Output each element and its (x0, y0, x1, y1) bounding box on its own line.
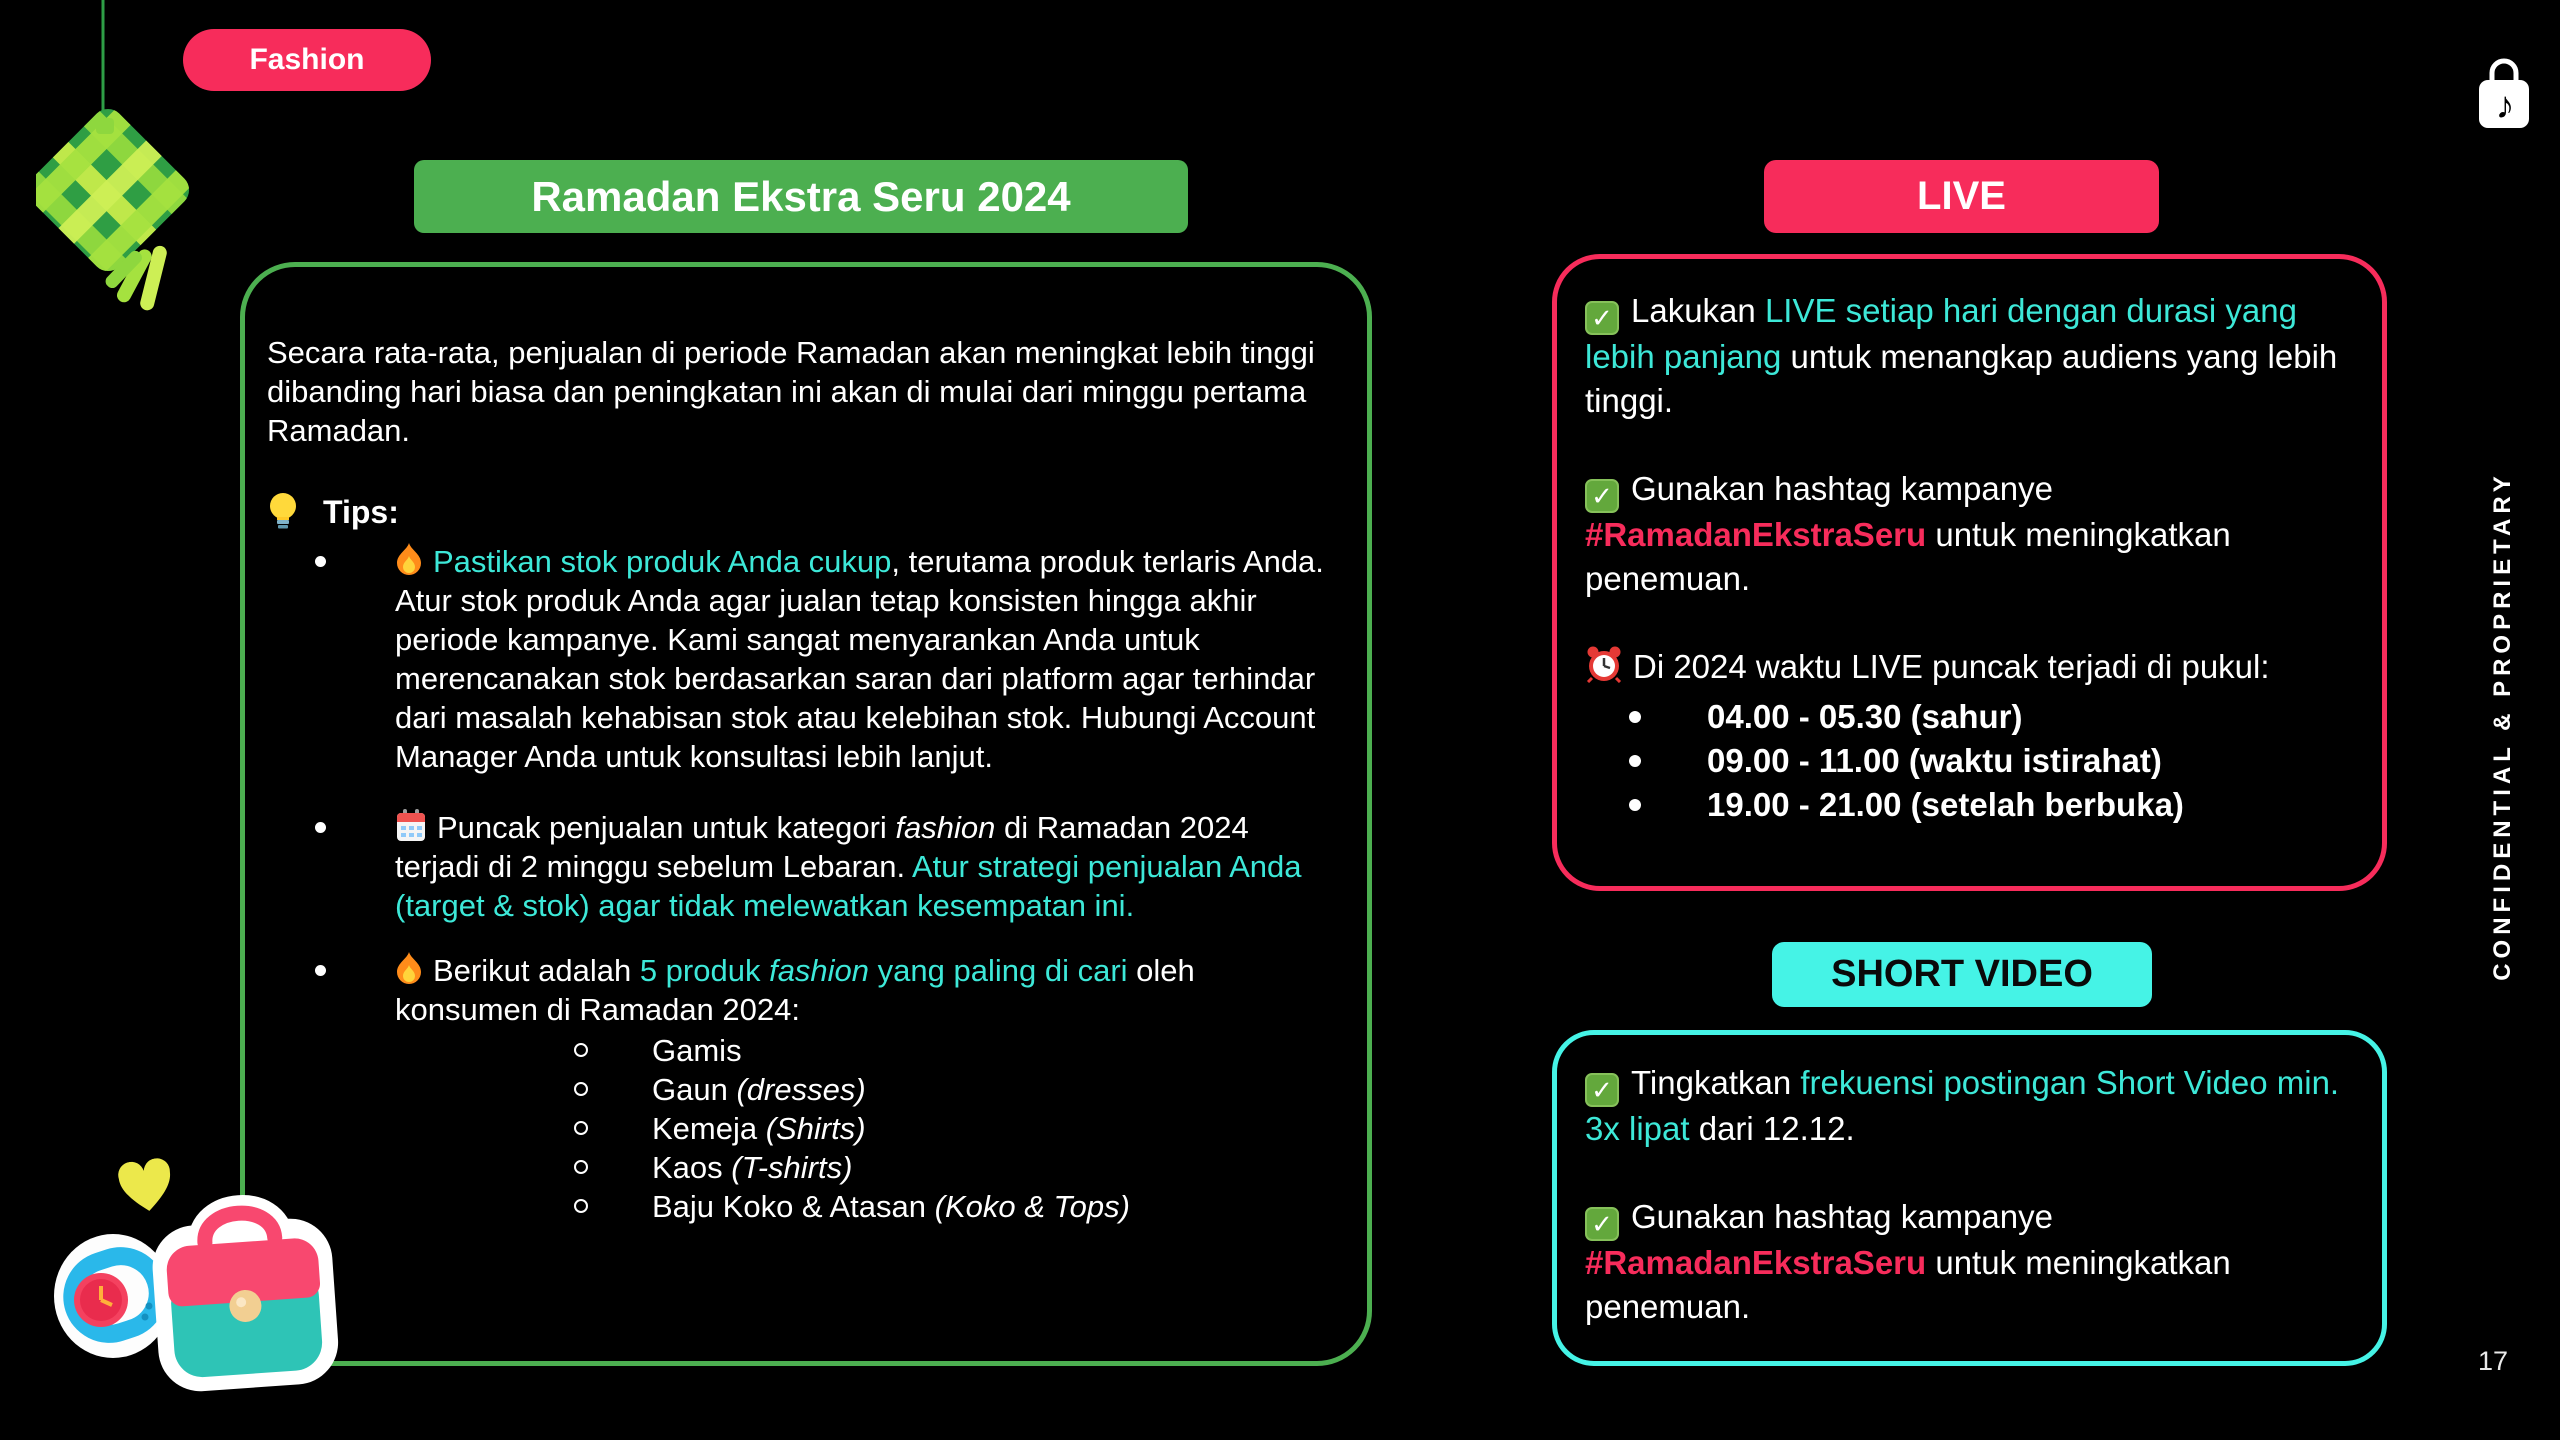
product-alt: (dresses) (736, 1072, 866, 1107)
tip-item-peak (267, 808, 1329, 925)
live-p2-text-2: untuk meningkatkan penemuan. (1585, 516, 2231, 597)
tip-stock-text: , terutama produk terlaris Anda. Atur stok produk Anda agar jualan tetap konsisten hingga akhir periode kampanye. Kami sangat menyarankan Anda untuk merencanakan stok berdasarkan saran dari platform agar terhindar dari masalah kehabisan stok atau kelebihan stok. Hubungi Account Manager Anda untuk konsultasi lebih lanjut. (395, 544, 1324, 774)
sv-p1-text-1: Tingkatkan (1631, 1064, 1801, 1101)
short-video-point-1 (1585, 1061, 2342, 1151)
live-point-3 (1585, 645, 2342, 689)
short-video-section-banner (1772, 942, 2152, 1007)
live-section-title: LIVE (1917, 174, 2006, 218)
check-icon: ✓ (1585, 1207, 1619, 1241)
live-p1-text-1: Lakukan (1631, 292, 1765, 329)
flame-icon (395, 952, 423, 986)
confidential-watermark: CONFIDENTIAL & PROPRIETARY (2489, 471, 2516, 981)
product-item (524, 1031, 1329, 1070)
tip-stock-highlight: Pastikan stok produk Anda cukup (433, 544, 892, 579)
live-p1-text-2: untuk menangkap audiens yang lebih tinggi. (1585, 338, 2338, 419)
product-name: Kaos (652, 1150, 732, 1185)
left-panel-title-banner (414, 160, 1188, 233)
live-section-banner (1764, 160, 2159, 233)
check-icon: ✓ (1585, 301, 1619, 335)
live-p3-label: Di 2024 waktu LIVE puncak terjadi di pukul: (1633, 648, 2270, 685)
ketupat-decoration (36, 0, 206, 335)
tip-peak-highlight: Atur strategi penjualan Anda (target & stok) agar tidak melewatkan kesempatan ini. (395, 849, 1302, 923)
check-icon: ✓ (1585, 1073, 1619, 1107)
live-peak-times-list (1585, 695, 2342, 827)
product-alt: (T-shirts) (731, 1150, 853, 1185)
lightbulb-icon (267, 492, 299, 532)
tiktok-shop-bag-icon (2474, 58, 2534, 132)
left-panel-title: Ramadan Ekstra Seru 2024 (531, 172, 1071, 220)
category-badge-label: Fashion (249, 43, 365, 76)
tips-heading (267, 492, 1329, 532)
handbag-sticker (141, 1172, 348, 1400)
alarm-clock-icon (1585, 645, 1623, 683)
live-point-1 (1585, 289, 2342, 423)
tip-products-fashion-italic: fashion (769, 953, 870, 988)
check-icon: ✓ (1585, 479, 1619, 513)
live-p2-text-1: Gunakan hashtag kampanye (1631, 470, 2053, 507)
product-item (524, 1187, 1329, 1226)
tip-peak-text-2: di Ramadan 2024 terjadi di 2 minggu sebelum Lebaran. (395, 810, 1249, 884)
tip-products-highlight-1: 5 produk (639, 953, 770, 988)
product-alt: (Shirts) (765, 1111, 866, 1146)
calendar-icon (395, 809, 427, 843)
flame-icon (395, 543, 423, 577)
peak-time-item: 09.00 - 11.00 (waktu istirahat) (1585, 739, 2342, 783)
product-item (524, 1148, 1329, 1187)
sv-p1-highlight: frekuensi postingan Short Video min. 3x lipat (1585, 1064, 2340, 1147)
short-video-section-title: SHORT VIDEO (1831, 953, 2093, 995)
product-name: Gamis (652, 1033, 742, 1068)
live-panel-box (1552, 254, 2387, 891)
sv-p1-text-2: dari 12.12. (1689, 1110, 1855, 1147)
short-video-point-2 (1585, 1195, 2342, 1329)
tip-products-text-1: Berikut adalah (433, 953, 640, 988)
tip-item-stock (267, 542, 1329, 776)
product-item (524, 1070, 1329, 1109)
campaign-hashtag: #RamadanEkstraSeru (1585, 1244, 1927, 1281)
product-name: Baju Koko & Atasan (652, 1189, 935, 1224)
campaign-hashtag: #RamadanEkstraSeru (1585, 516, 1927, 553)
tip-products-highlight-2: yang paling di cari (869, 953, 1128, 988)
tip-products-text-2: oleh konsumen di Ramadan 2024: (395, 953, 1195, 1027)
live-point-2 (1585, 467, 2342, 601)
tips-label: Tips: (323, 493, 399, 530)
product-alt: (Koko & Tops) (934, 1189, 1130, 1224)
tip-peak-text-1: Puncak penjualan untuk kategori (437, 810, 896, 845)
sv-p2-text-1: Gunakan hashtag kampanye (1631, 1198, 2053, 1235)
page-number: 17 (2478, 1346, 2509, 1376)
tiktok-note-glyph: ♪ (2495, 85, 2515, 127)
top-products-list (524, 1031, 1329, 1226)
sv-p2-text-2: untuk meningkatkan penemuan. (1585, 1244, 2231, 1325)
left-panel-box (240, 262, 1372, 1366)
product-name: Gaun (652, 1072, 737, 1107)
tip-peak-fashion-italic: fashion (895, 810, 996, 845)
product-item (524, 1109, 1329, 1148)
tips-list (267, 542, 1329, 1226)
category-badge-fashion (183, 29, 431, 91)
peak-time-item: 04.00 - 05.30 (sahur) (1585, 695, 2342, 739)
short-video-panel-box (1552, 1030, 2387, 1366)
intro-paragraph: Secara rata-rata, penjualan di periode Ramadan akan meningkat lebih tinggi dibanding hari biasa dan peningkatan ini akan di mulai dari minggu pertama Ramadan. (267, 335, 1315, 448)
tip-item-top-products (267, 951, 1329, 1226)
product-name: Kemeja (652, 1111, 766, 1146)
peak-time-item: 19.00 - 21.00 (setelah berbuka) (1585, 783, 2342, 827)
live-p1-highlight: LIVE setiap hari dengan durasi yang lebih panjang (1585, 292, 2297, 375)
